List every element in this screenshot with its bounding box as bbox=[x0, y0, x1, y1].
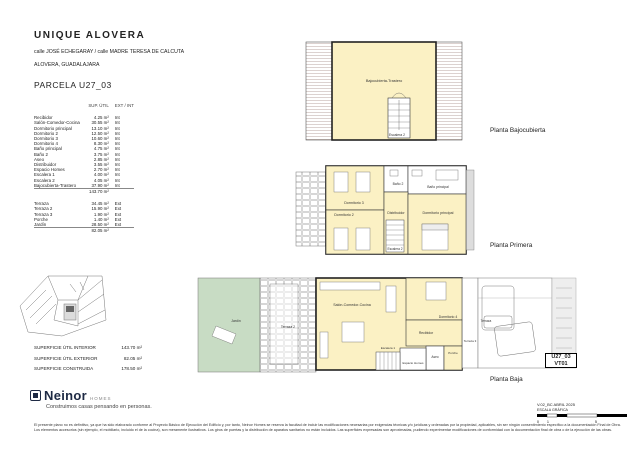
brand-tagline: Construimos casas pensando en personas. bbox=[46, 404, 152, 410]
room-name: Dormitorio principal bbox=[34, 125, 72, 131]
exterior-total-row bbox=[34, 228, 134, 234]
room-name: Baño 2 bbox=[34, 151, 48, 157]
col-area-header: SUP. ÚTIL bbox=[88, 103, 109, 108]
room-type: Int bbox=[114, 120, 120, 126]
room-area: 13.10 m² bbox=[91, 125, 109, 131]
room-label: Porche bbox=[448, 351, 458, 355]
room-name: Terraza 3 bbox=[34, 211, 53, 217]
room-label: Salón-Comedor-Cocina bbox=[333, 303, 371, 307]
plan-bajocubierta bbox=[300, 40, 470, 144]
room-type: Int bbox=[114, 141, 120, 147]
room-type: Int bbox=[114, 172, 120, 178]
room-type: Int bbox=[114, 167, 120, 173]
scale-tick: 5 bbox=[595, 420, 597, 424]
exterior-rows bbox=[34, 201, 134, 228]
plan-primera bbox=[286, 158, 486, 258]
room-type: Int bbox=[114, 162, 120, 168]
room-label: Dormitorio principal bbox=[422, 211, 454, 215]
summary-row: SUPERFICIE ÚTIL EXTERIOR 82.05 m² bbox=[34, 355, 142, 361]
room-area: 34.45 m² bbox=[91, 201, 109, 207]
summary-row: SUPERFICIE ÚTIL INTERIOR 143.70 m² bbox=[34, 345, 142, 350]
room-label: Terraza bbox=[480, 319, 492, 323]
room-area: 4.05 m² bbox=[93, 177, 109, 183]
project-city: ALOVERA, GUADALAJARA bbox=[34, 62, 100, 68]
room-area: 15.90 m² bbox=[91, 206, 109, 212]
room-label: Recibidor bbox=[418, 331, 434, 335]
room-type: Int bbox=[114, 130, 120, 136]
room-area: 2.85 m² bbox=[93, 156, 109, 162]
neinor-logo: Neinor HOMES bbox=[30, 388, 112, 403]
col-type-header: EXT / INT bbox=[114, 103, 134, 108]
room-type: Ext bbox=[114, 206, 122, 212]
room-label: Terraza 3 bbox=[463, 339, 477, 343]
room-area: 10.60 m² bbox=[91, 136, 109, 142]
room-name: Terraza bbox=[34, 201, 49, 207]
room-label: Escalera 2 bbox=[387, 247, 403, 251]
room-area: 28.50 m² bbox=[91, 222, 109, 228]
room-area: 1.40 m² bbox=[93, 216, 109, 222]
room-type: Int bbox=[114, 136, 120, 142]
room-type: Ext bbox=[114, 216, 122, 222]
room-label: Dormitorio 2 bbox=[334, 213, 354, 217]
plan-label-bajocubierta: Planta Bajocubierta bbox=[490, 127, 546, 134]
room-name: Salón-Comedor-Cocina bbox=[34, 120, 80, 126]
room-label: Jardín bbox=[231, 319, 241, 323]
rooms-table bbox=[34, 103, 134, 233]
room-area: 8.30 m² bbox=[93, 141, 109, 147]
room-name: Aseo bbox=[34, 156, 45, 162]
room-label: Bajocubierta-Trastero bbox=[365, 79, 403, 83]
room-name: Dormitorio 4 bbox=[34, 141, 58, 147]
room-name: Distribuidor bbox=[34, 162, 57, 168]
exterior-total: 82.05 m² bbox=[85, 228, 115, 234]
room-label: Dormitorio 3 bbox=[344, 201, 364, 205]
room-name: Dormitorio 2 bbox=[34, 130, 58, 136]
room-area: 3.75 m² bbox=[93, 151, 109, 157]
room-name: Baño principal bbox=[34, 146, 62, 152]
room-area: 4.00 m² bbox=[93, 172, 109, 178]
room-type: Int bbox=[114, 177, 120, 183]
room-type: Ext bbox=[114, 222, 122, 228]
summary-table bbox=[34, 343, 142, 375]
plot-marker bbox=[66, 306, 74, 312]
plan-label-primera: Planta Primera bbox=[490, 242, 533, 249]
room-type: Ext bbox=[114, 211, 122, 217]
room-area: 3.55 m² bbox=[93, 162, 109, 168]
room-area: 30.55 m² bbox=[91, 120, 109, 126]
unit-badge: U27_03 VT01 bbox=[545, 353, 577, 368]
room-area: 4.75 m² bbox=[93, 146, 109, 152]
room-type: Int bbox=[114, 125, 120, 131]
interior-total: 143.70 m² bbox=[85, 189, 115, 195]
room-type: Int bbox=[114, 115, 120, 121]
room-label: Terraza 2 bbox=[280, 325, 296, 329]
room-area: 37.90 m² bbox=[91, 182, 109, 188]
neinor-mark-icon bbox=[30, 390, 41, 401]
legal-disclaimer: El presente plano no es definitivo, ya que ha sido elaborado conforme al Proyecto Básico de Ejecución del Edificio y, por tanto, Neinor Homes se reserva la facultad de incluir las modificaciones necesarias por exigencias técnicas y/o jurídicas y ordenadas por la propiedad, aplicables, sin ser ningún consentimiento específico a la documentación Final de Obra. Los elementos accesorios (sin ejemplo, el mobiliario, incluido el de la cocina), son meramente ilustrativos. Los giros de puertas y la distribución de aparatos sanitarios no están incluidos. Las superficies expresadas son aproximadas, pudiendo experimentar modificaciones de conformidad con la documentación final de obra o de la ejecución de las obras. bbox=[34, 423, 621, 432]
room-name: Bajocubierta-Trastero bbox=[34, 182, 77, 188]
room-label: Baño 2 bbox=[392, 182, 404, 186]
room-type: Int bbox=[114, 151, 120, 157]
room-label: Baño principal bbox=[427, 185, 449, 189]
plan-baja bbox=[196, 274, 580, 376]
room-type: Int bbox=[114, 156, 120, 162]
room-type: Ext bbox=[114, 201, 122, 207]
scale-tick: 0 bbox=[537, 420, 539, 424]
project-title: UNIQUE ALOVERA bbox=[34, 30, 146, 41]
room-label: Escalera 1 bbox=[380, 346, 396, 350]
scale-label: ESCALA GRÁFICA bbox=[537, 408, 568, 412]
room-name: Dormitorio 3 bbox=[34, 136, 58, 142]
room-label: Espacio Homes bbox=[402, 361, 424, 365]
site-plan bbox=[18, 270, 108, 338]
room-label: Distribuidor bbox=[387, 211, 405, 215]
plan-label-baja: Planta Baja bbox=[490, 376, 523, 383]
room-type: Int bbox=[114, 146, 120, 152]
room-type: Int bbox=[114, 182, 120, 188]
scale-tick: 1 bbox=[547, 420, 549, 424]
room-name: Escalera 1 bbox=[34, 172, 55, 178]
room-label: Dormitorio 4 bbox=[438, 315, 458, 319]
room-name: Recibidor bbox=[34, 115, 53, 121]
room-name: Porche bbox=[34, 216, 48, 222]
summary-row: SUPERFICIE CONSTRUIDA 178.50 m² bbox=[34, 366, 142, 371]
room-name: Terraza 2 bbox=[34, 206, 53, 212]
project-address: calle JOSÉ ECHEGARAY / calle MADRE TERESA DE CALCUTA bbox=[34, 49, 185, 55]
room-area: 1.90 m² bbox=[93, 211, 109, 217]
room-area: 4.25 m² bbox=[93, 115, 109, 121]
version-info: V.02_BC ABRIL 2025 bbox=[537, 402, 575, 407]
room-area: 12.50 m² bbox=[91, 130, 109, 136]
parcela-title: PARCELA U27_03 bbox=[34, 80, 112, 90]
room-name: Espacio Homes bbox=[34, 167, 65, 173]
room-name: Escalera 2 bbox=[34, 177, 55, 183]
room-name: Jardín bbox=[34, 222, 47, 228]
room-label: Aseo bbox=[431, 355, 439, 359]
interior-rows bbox=[34, 115, 134, 188]
room-label: Escalera 2 bbox=[388, 133, 406, 137]
room-area: 2.70 m² bbox=[93, 167, 109, 173]
